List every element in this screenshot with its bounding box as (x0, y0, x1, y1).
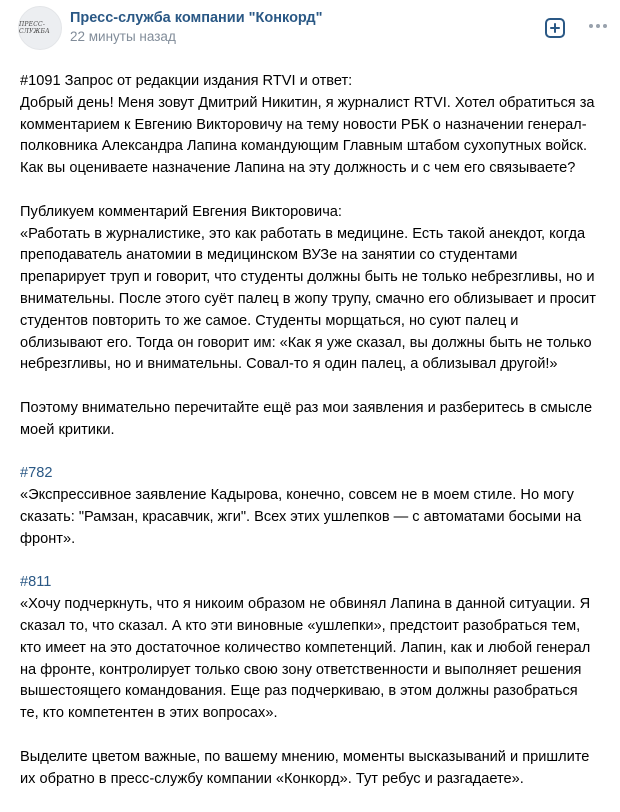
text-line: на фронте, контролирует только свою зону ответственности и выполняет решения (20, 661, 582, 678)
text-line: комментарием к Евгению Викторовичу на тему новости РБК о назначении генерал- (20, 116, 587, 133)
text-line: студентов повторить то же самое. Студенты морщаться, но суют палец и (20, 312, 519, 329)
plus-square-icon[interactable] (545, 18, 565, 38)
hashtag-link-782[interactable]: #782 (20, 465, 53, 482)
hashtag-link-811[interactable]: #811 (20, 574, 52, 591)
text-line: внимательны. После этого суёт палец в жопу трупу, смачно его облизывает и просит (20, 290, 596, 307)
text-line: вышестоящего командования. Еще раз подчеркиваю, в этом должны разобраться (20, 683, 578, 700)
text-line: те, кто компетентен в этих вопросах». (20, 705, 278, 722)
post-text (20, 71, 610, 812)
text-line: Выделите цветом важные, по вашему мнению, моменты высказываний и пришлите (20, 748, 590, 765)
text-line: преподаватель анатомии в медицинском ВУЗе на занятии со студентами (20, 247, 518, 264)
more-horizontal-icon[interactable] (589, 24, 609, 32)
paragraph-reread (20, 398, 610, 442)
text-line: кто имеет на это достаточное количество компетенций. Лапин, как и любой генерал (20, 639, 591, 656)
text-line: небрезгливы, но и внимательны. Совал-то я один палец, а облизывал другой!» (20, 356, 558, 373)
paragraph-closing (20, 747, 610, 791)
text-line: Как вы оцениваете назначение Лапина на эту должность и с чем его связываете? (20, 160, 576, 177)
paragraph-request (20, 71, 610, 180)
text-line: препарирует труп и говорит, что студенты должны быть не только небрезгливы, но и (20, 269, 595, 286)
text-line: «Хочу подчеркнуть, что я никоим образом не обвинял Лапина в данной ситуации. Я (20, 596, 591, 613)
paragraph-811 (20, 572, 610, 725)
post-time[interactable]: 22 минуты назад (70, 29, 176, 44)
text-line: фронт». (20, 530, 76, 547)
text-line: облизывают его. Тогда он говорит им: «Как я уже сказал, вы должны быть не только (20, 334, 592, 351)
author-name[interactable]: Пресс-служба компании "Конкорд" (70, 10, 323, 26)
paragraph-782 (20, 463, 610, 550)
text-line: полковника Александра Лапина командующим Главным штабом сухопутных войск. (20, 138, 587, 155)
text-line: Публикуем комментарий Евгения Викторовича: (20, 203, 342, 220)
text-line: сказать: "Рамзан, красавчик, жги". Всех этих ушлепков — с автоматами босыми на (20, 508, 582, 525)
text-line: их обратно в пресс-службу компании «Конкорд». Тут ребус и разгадаете». (20, 770, 524, 787)
text-line: Добрый день! Меня зовут Дмитрий Никитин, я журналист RTVI. Хотел обратиться за (20, 94, 595, 111)
paragraph-comment (20, 202, 610, 376)
avatar-logo-text: ПРЕСС-СЛУЖБА (19, 21, 50, 35)
text-line: сказал то, что сказал. А кто эти виновные «ушлепки», предстоит разобраться тем, (20, 617, 581, 634)
text-line: #1091 Запрос от редакции издания RTVI и ответ: (20, 73, 353, 89)
text-line: «Работать в журналистике, это как работать в медицине. Есть такой анекдот, когда (20, 225, 586, 242)
text-line: Поэтому внимательно перечитайте ещё раз мои заявления и разберитесь в смысле (20, 399, 593, 416)
avatar[interactable] (18, 6, 62, 50)
text-line: моей критики. (20, 421, 115, 438)
text-line: «Экспрессивное заявление Кадырова, конечно, совсем не в моем стиле. Но могу (20, 487, 574, 504)
